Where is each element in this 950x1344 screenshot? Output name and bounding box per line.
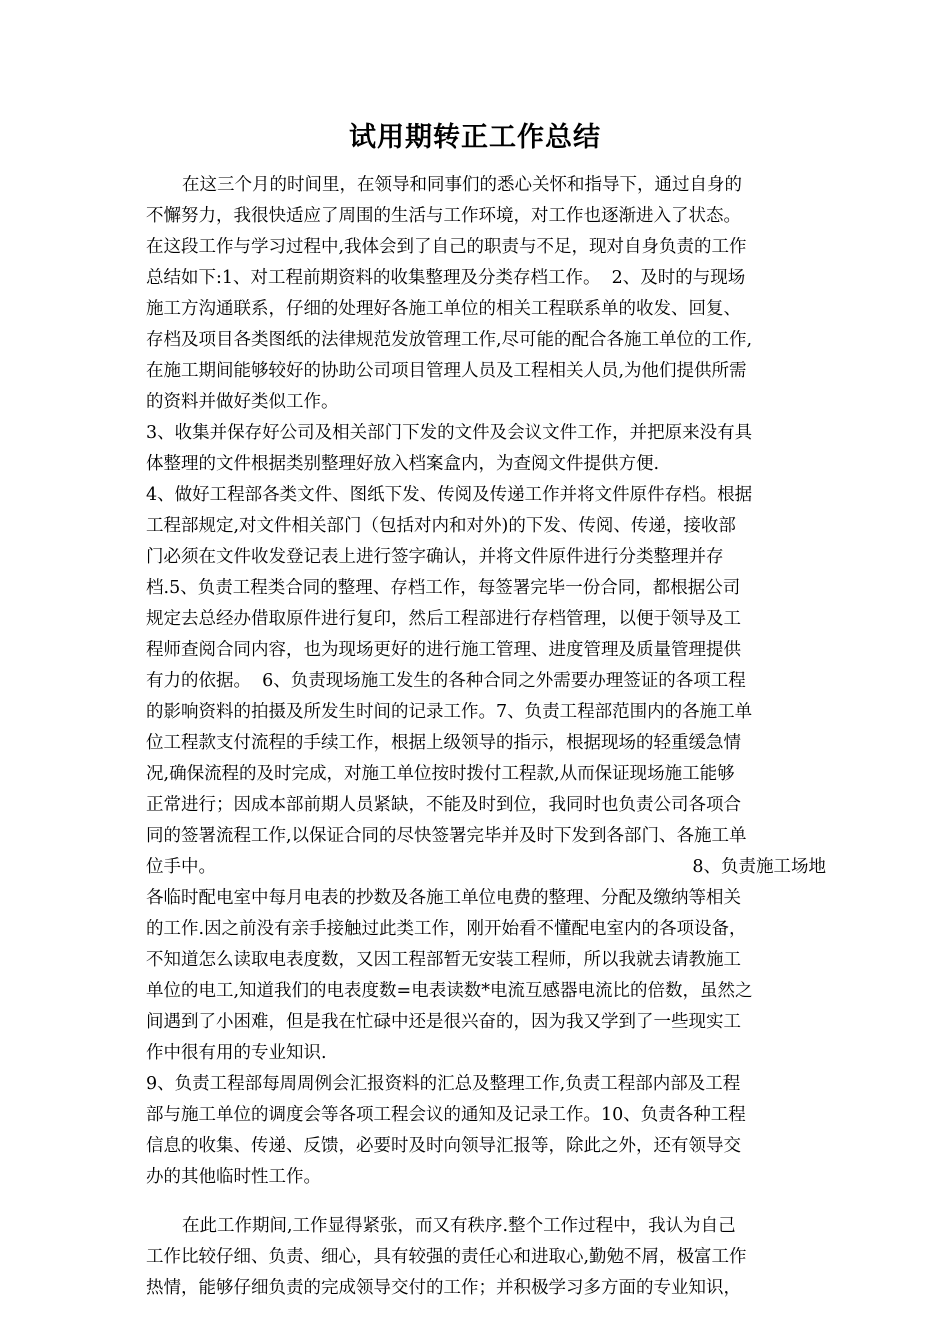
paragraph-line: 不知道怎么读取电表度数，又因工程部暂无安装工程师，所以我就去请教施工 xyxy=(146,950,741,970)
paragraph-line: 3、收集并保存好公司及相关部门下发的文件及会议文件工作，并把原来没有具 xyxy=(146,423,753,443)
paragraph-line: 档.5、负责工程类合同的整理、存档工作，每签署完毕一份合同，都根据公司 xyxy=(146,578,741,598)
paragraph-line: 部与施工单位的调度会等各项工程会议的通知及记录工作。10、负责各种工程 xyxy=(146,1105,746,1125)
paragraph-line: 规定去总经办借取原件进行复印，然后工程部进行存档管理，以便于领导及工 xyxy=(146,609,741,629)
paragraph-line: 体整理的文件根据类别整理好放入档案盒内，为查阅文件提供方便. xyxy=(146,454,660,474)
paragraph-line: 程师查阅合同内容，也为现场更好的进行施工管理、进度管理及质量管理提供 xyxy=(146,640,741,660)
paragraph-line: 信息的收集、传递、反馈，必要时及时向领导汇报等，除此之外，还有领导交 xyxy=(146,1136,741,1156)
paragraph-line: 办的其他临时性工作。 xyxy=(146,1167,321,1187)
paragraph-line: 9、负责工程部每周周例会汇报资料的汇总及整理工作,负责工程部内部及工程 xyxy=(146,1074,741,1094)
paragraph-line: 作中很有用的专业知识. xyxy=(146,1043,327,1063)
paragraph-line: 正常进行；因成本部前期人员紧缺，不能及时到位，我同时也负责公司各项合 xyxy=(146,795,741,815)
document-body xyxy=(146,170,826,1304)
paragraph-line: 工程部规定,对文件相关部门（包括对内和对外)的下发、传阅、传递，接收部 xyxy=(146,516,736,536)
paragraph-line: 间遇到了小困难，但是我在忙碌中还是很兴奋的，因为我又学到了一些现实工 xyxy=(146,1012,741,1032)
split-line xyxy=(146,852,826,883)
paragraph-line: 的影响资料的拍摄及所发生时间的记录工作。7、负责工程部范围内的各施工单 xyxy=(146,702,753,722)
paragraph-line: 工作比较仔细、负责、细心，具有较强的责任心和进取心,勤勉不屑，极富工作 xyxy=(146,1247,747,1267)
paragraph-line: 施工方沟通联系，仔细的处理好各施工单位的相关工程联系单的收发、回复、 xyxy=(146,299,741,319)
paragraph-line: 的工作.因之前没有亲手接触过此类工作，刚开始看不懂配电室内的各项设备， xyxy=(146,919,747,939)
split-line-right: 8、负责施工场地 xyxy=(692,857,826,877)
paragraph-line: 热情，能够仔细负责的完成领导交付的工作；并积极学习多方面的专业知识， xyxy=(146,1278,741,1298)
paragraph-gap xyxy=(146,1193,826,1211)
paragraph-line: 同的签署流程工作,以保证合同的尽快签署完毕并及时下发到各部门、各施工单 xyxy=(146,826,747,846)
split-line-left: 位手中。 xyxy=(146,857,216,877)
paragraph-line: 在这三个月的时间里，在领导和同事们的悉心关怀和指导下，通过自身的 xyxy=(182,175,742,195)
paragraph-line: 况,确保流程的及时完成，对施工单位按时拨付工程款,从而保证现场施工能够 xyxy=(146,764,735,784)
paragraph-line: 总结如下:1、对工程前期资料的收集整理及分类存档工作。 2、及时的与现场 xyxy=(146,268,746,288)
paragraph-line: 的资料并做好类似工作。 xyxy=(146,392,339,412)
paragraph-line: 4、做好工程部各类文件、图纸下发、传阅及传递工作并将文件原件存档。根据 xyxy=(146,485,753,505)
page-title: 试用期转正工作总结 xyxy=(349,122,601,153)
paragraph-line: 门必须在文件收发登记表上进行签字确认，并将文件原件进行分类整理并存 xyxy=(146,547,724,567)
paragraph-line: 在施工期间能够较好的协助公司项目管理人员及工程相关人员,为他们提供所需 xyxy=(146,361,747,381)
paragraph-line: 在此工作期间,工作显得紧张，而又有秩序.整个工作过程中，我认为自己 xyxy=(182,1216,736,1236)
paragraph-line: 各临时配电室中每月电表的抄数及各施工单位电费的整理、分配及缴纳等相关 xyxy=(146,888,741,908)
paragraph-line: 在这段工作与学习过程中,我体会到了自己的职责与不足，现对自身负责的工作 xyxy=(146,237,747,257)
paragraph-line: 有力的依据。 6、负责现场施工发生的各种合同之外需要办理签证的各项工程 xyxy=(146,671,746,691)
paragraph-line: 位工程款支付流程的手续工作，根据上级领导的指示，根据现场的轻重缓急情 xyxy=(146,733,741,753)
paragraph-line: 存档及项目各类图纸的法律规范发放管理工作,尽可能的配合各施工单位的工作, xyxy=(146,330,753,350)
paragraph-line: 单位的电工,知道我们的电表度数=电表读数*电流互感器电流比的倍数，虽然之 xyxy=(146,981,753,1001)
paragraph-line: 不懈努力，我很快适应了周围的生活与工作环境，对工作也逐渐进入了状态。 xyxy=(146,206,741,226)
